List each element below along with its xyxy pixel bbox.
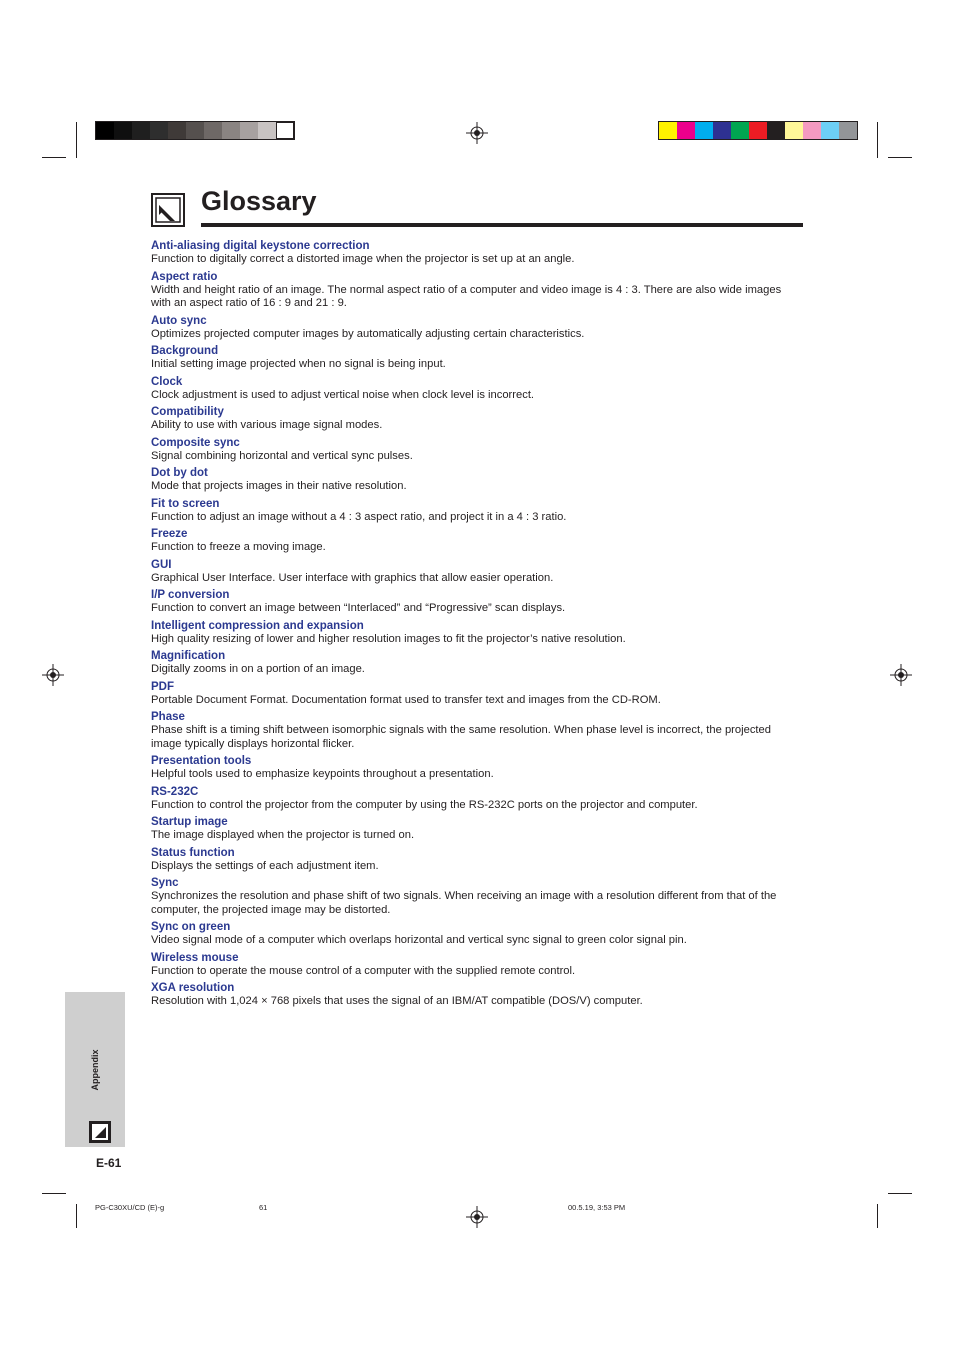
glossary-term: XGA resolution	[151, 982, 235, 994]
color-swatch	[767, 122, 785, 139]
registration-mark-icon	[42, 664, 64, 686]
glossary-entry	[151, 271, 803, 311]
glossary-definition: Graphical User Interface. User interface with graphics that allow easier operation.	[151, 571, 554, 584]
color-swatch	[731, 122, 749, 139]
color-calibration-bar	[658, 121, 858, 140]
glossary-entry	[151, 437, 803, 464]
color-swatch	[186, 122, 204, 139]
color-swatch	[204, 122, 222, 139]
glossary-definition: Signal combining horizontal and vertical sync pulses.	[151, 449, 413, 462]
glossary-entry	[151, 559, 803, 586]
color-swatch	[150, 122, 168, 139]
glossary-term: Composite sync	[151, 436, 240, 449]
footer-timestamp: 00.5.19, 3:53 PM	[568, 1203, 626, 1212]
glossary-definition: Video signal mode of a computer which overlaps horizontal and vertical sync signal to green color signal pin.	[151, 934, 687, 946]
glossary-definition: Width and height ratio of an image. The normal aspect ratio of a computer and video image is 4 : 3. There are also wide images with an aspect ratio of 16 : 9 and 21 : 9.	[151, 283, 782, 309]
glossary-definition: Function to control the projector from the computer by using the RS-232C ports on the projector and computer.	[151, 798, 698, 811]
glossary-term: PDF	[151, 680, 174, 693]
crop-mark	[76, 122, 77, 158]
crop-mark	[76, 1204, 77, 1228]
color-swatch	[839, 122, 857, 139]
glossary-term: Phase	[151, 711, 185, 723]
glossary-definition: Synchronizes the resolution and phase shift of two signals. When receiving an image with a resolution different from that of the computer, the projected image may be distorted.	[151, 890, 777, 916]
color-swatch	[168, 122, 186, 139]
glossary-term: Aspect ratio	[151, 270, 218, 283]
color-swatch	[659, 122, 677, 139]
glossary-entry	[151, 650, 803, 677]
footer-page: 61	[259, 1203, 268, 1212]
color-swatch	[132, 122, 150, 139]
glossary-term: I/P conversion	[151, 589, 230, 601]
glossary-definition: Helpful tools used to emphasize keypoints throughout a presentation.	[151, 768, 494, 780]
color-swatch	[785, 122, 803, 139]
glossary-term: Auto sync	[151, 314, 207, 327]
glossary-definition: Optimizes projected computer images by automatically adjusting certain characteristics.	[151, 327, 585, 340]
color-swatch	[222, 122, 240, 139]
crop-mark	[877, 122, 878, 158]
glossary-entry	[151, 952, 803, 979]
color-swatch	[749, 122, 767, 139]
glossary-definition: Function to operate the mouse control of a computer with the supplied remote control.	[151, 964, 576, 977]
page-title: Glossary	[201, 186, 317, 216]
glossary-definition: Function to freeze a moving image.	[151, 541, 326, 553]
glossary-term: Sync on green	[151, 921, 231, 933]
glossary-term: Fit to screen	[151, 497, 220, 510]
glossary-entry	[151, 376, 803, 403]
glossary-term: Dot by dot	[151, 467, 208, 479]
glossary-entry	[151, 847, 803, 874]
glossary-entry	[151, 467, 803, 494]
glossary-definition: Mode that projects images in their native resolution.	[151, 480, 407, 492]
color-swatch	[276, 122, 294, 139]
appendix-icon	[89, 1121, 111, 1143]
glossary-term: Magnification	[151, 650, 226, 662]
glossary-entry	[151, 681, 803, 708]
glossary-entry	[151, 755, 803, 782]
side-tab-label: Appendix	[90, 1049, 100, 1091]
glossary-definition: Function to convert an image between “Interlaced” and “Progressive” scan displays.	[151, 602, 566, 614]
glossary-entry	[151, 240, 803, 267]
crop-mark	[888, 1193, 912, 1194]
glossary-definition: Function to digitally correct a distorted image when the projector is set up at an angle.	[151, 253, 575, 265]
glossary-entry	[151, 406, 803, 433]
color-swatch	[713, 122, 731, 139]
glossary-definition: Displays the settings of each adjustment item.	[151, 859, 379, 872]
glossary-entry	[151, 921, 803, 948]
glossary-definition: Ability to use with various image signal modes.	[151, 419, 383, 431]
glossary-entry	[151, 528, 803, 555]
glossary-term: Status function	[151, 846, 235, 859]
glossary-definition: The image displayed when the projector is turned on.	[151, 829, 415, 841]
glossary-term: Startup image	[151, 816, 228, 828]
glossary-entry	[151, 589, 803, 616]
glossary-entry	[151, 711, 803, 751]
glossary-term: Clock	[151, 375, 183, 388]
glossary-term: Sync	[151, 877, 179, 889]
glossary-definition: Clock adjustment is used to adjust vertical noise when clock level is incorrect.	[151, 388, 535, 401]
glossary-term: Anti-aliasing digital keystone correction	[151, 240, 370, 252]
glossary-term: Background	[151, 345, 219, 357]
glossary-term: GUI	[151, 558, 172, 571]
crop-mark	[888, 157, 912, 158]
crop-mark	[877, 1204, 878, 1228]
glossary-term: Intelligent compression and expansion	[151, 619, 364, 632]
color-swatch	[821, 122, 839, 139]
crop-mark	[42, 1193, 66, 1194]
glossary-entry	[151, 786, 803, 813]
glossary-list	[151, 240, 803, 1013]
glossary-definition: Phase shift is a timing shift between isomorphic signals with the same resolution. When phase level is incorrect, the projected image typically displays horizontal flicker.	[151, 724, 771, 750]
glossary-term: Compatibility	[151, 406, 224, 418]
appendix-chapter-icon	[151, 193, 185, 227]
registration-mark-icon	[466, 1206, 488, 1228]
glossary-entry	[151, 315, 803, 342]
glossary-term: Freeze	[151, 528, 188, 540]
color-swatch	[96, 122, 114, 139]
color-swatch	[695, 122, 713, 139]
glossary-entry	[151, 620, 803, 647]
glossary-term: RS-232C	[151, 785, 199, 798]
glossary-entry	[151, 498, 803, 525]
glossary-definition: Initial setting image projected when no signal is being input.	[151, 358, 446, 370]
color-swatch	[258, 122, 276, 139]
crop-mark	[42, 157, 66, 158]
glossary-definition: Resolution with 1,024 × 768 pixels that uses the signal of an IBM/AT compatible (DOS/V) computer.	[151, 995, 643, 1007]
grayscale-calibration-bar	[95, 121, 295, 140]
glossary-entry	[151, 816, 803, 843]
glossary-definition: High quality resizing of lower and higher resolution images to fit the projector’s native resolution.	[151, 632, 626, 645]
glossary-entry	[151, 982, 803, 1009]
color-swatch	[240, 122, 258, 139]
footer-file: PG-C30XU/CD (E)-g	[95, 1203, 165, 1212]
glossary-entry	[151, 345, 803, 372]
glossary-term: Presentation tools	[151, 755, 252, 767]
glossary-definition: Function to adjust an image without a 4 : 3 aspect ratio, and project it in a 4 : 3 ratio.	[151, 510, 567, 523]
color-swatch	[114, 122, 132, 139]
glossary-definition: Digitally zooms in on a portion of an image.	[151, 663, 365, 675]
registration-mark-icon	[890, 664, 912, 686]
glossary-definition: Portable Document Format. Documentation format used to transfer text and images from the CD-ROM.	[151, 693, 661, 706]
page-number: E-61	[96, 1156, 122, 1170]
color-swatch	[677, 122, 695, 139]
title-divider	[201, 223, 803, 227]
glossary-term: Wireless mouse	[151, 951, 239, 964]
registration-mark-icon	[466, 122, 488, 144]
color-swatch	[803, 122, 821, 139]
glossary-entry	[151, 877, 803, 917]
